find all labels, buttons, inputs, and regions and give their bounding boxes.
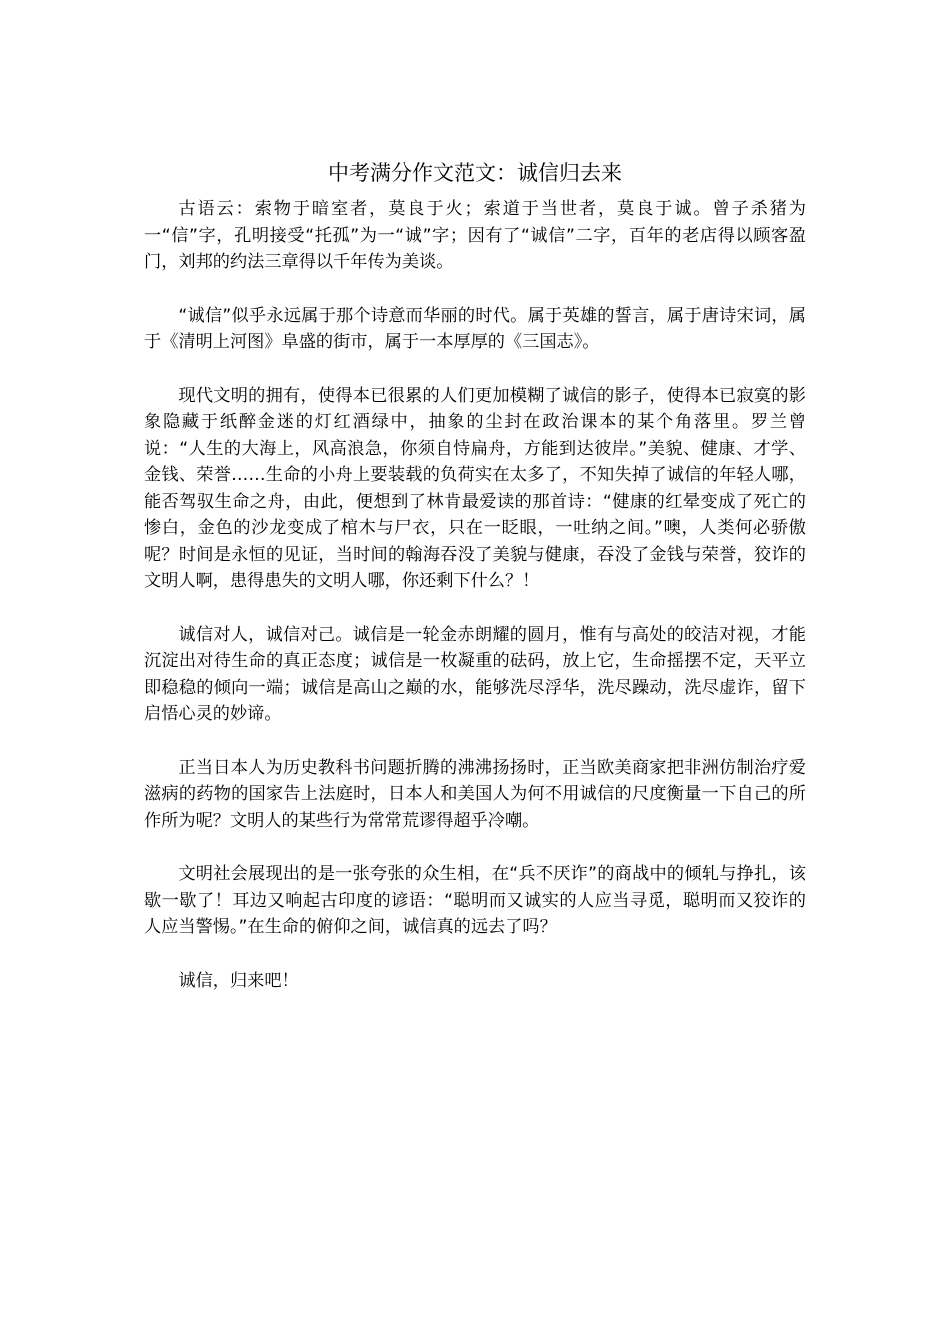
paragraph-7: 诚信，归来吧！ — [178, 970, 299, 991]
paragraph-2: “诚信”似乎永远属于那个诗意而华丽的时代。属于英雄的誓言，属于唐诗宋词，属于《清明上河图》阜盛的街市，属于一本厚厚的《三国志》。 — [144, 305, 806, 352]
paragraph-1: 古语云：索物于暗室者，莫良于火；索道于当世者，莫良于诚。曾子杀猪为一“信”字，孔明接受“托孤”为一“诚”字；因有了“诚信”二字，百年的老店得以顾客盈门，刘邦的约法三章得以千年传为美谈。 — [144, 199, 806, 272]
paragraph-5: 正当日本人为历史教科书问题折腾的沸沸扬扬时，正当欧美商家把非洲仿制治疗爱滋病的药物的国家告上法庭时，日本人和美国人为何不用诚信的尺度衡量一下自己的所作所为呢？文明人的某些行为常常荒谬得超乎冷嘲。 — [144, 757, 806, 831]
paragraph-6: 文明社会展现出的是一张夸张的众生相，在“兵不厌诈”的商战中的倾轧与挣扎，该歇一歇了！耳边又响起古印度的谚语：“聪明而又诚实的人应当寻觅，聪明而又狡诈的人应当警惕。”在生命的俯仰之间，诚信真的远去了吗？ — [144, 864, 806, 937]
paragraph-4: 诚信对人，诚信对己。诚信是一轮金赤朗耀的圆月，惟有与高处的皎洁对视，才能沉淀出对待生命的真正态度；诚信是一枚凝重的砝码，放上它，生命摇摆不定，天平立即稳稳的倾向一端；诚信是高山之巅的水，能够洗尽浮华，洗尽躁动，洗尽虚诈，留下启悟心灵的妙谛。 — [144, 624, 806, 724]
document-title: 中考满分作文范文：诚信归去来 — [328, 161, 622, 185]
paragraph-3: 现代文明的拥有，使得本已很累的人们更加模糊了诚信的影子，使得本已寂寞的影象隐藏于纸醉金迷的灯红酒绿中，抽象的尘封在政治课本的某个角落里。罗兰曾说：“人生的大海上，风高浪急，你须自恃扁舟，方能到达彼岸。”美貌、健康、才学、金钱、荣誉……生命的小舟上要装载的负荷实在太多了，不知失掉了诚信的年轻人哪，能否驾驭生命之舟，由此，便想到了林肯最爱读的那首诗：“健康的红晕变成了死亡的惨白，金色的沙龙变成了棺木与尸衣，只在一眨眼，一吐纳之间。”噢，人类何必骄傲呢？时间是永恒的见证，当时间的翰海吞没了美貌与健康，吞没了金钱与荣誉，狡诈的文明人啊，患得患失的文明人哪，你还剩下什么？！ — [144, 385, 806, 591]
document-body — [144, 196, 806, 1021]
